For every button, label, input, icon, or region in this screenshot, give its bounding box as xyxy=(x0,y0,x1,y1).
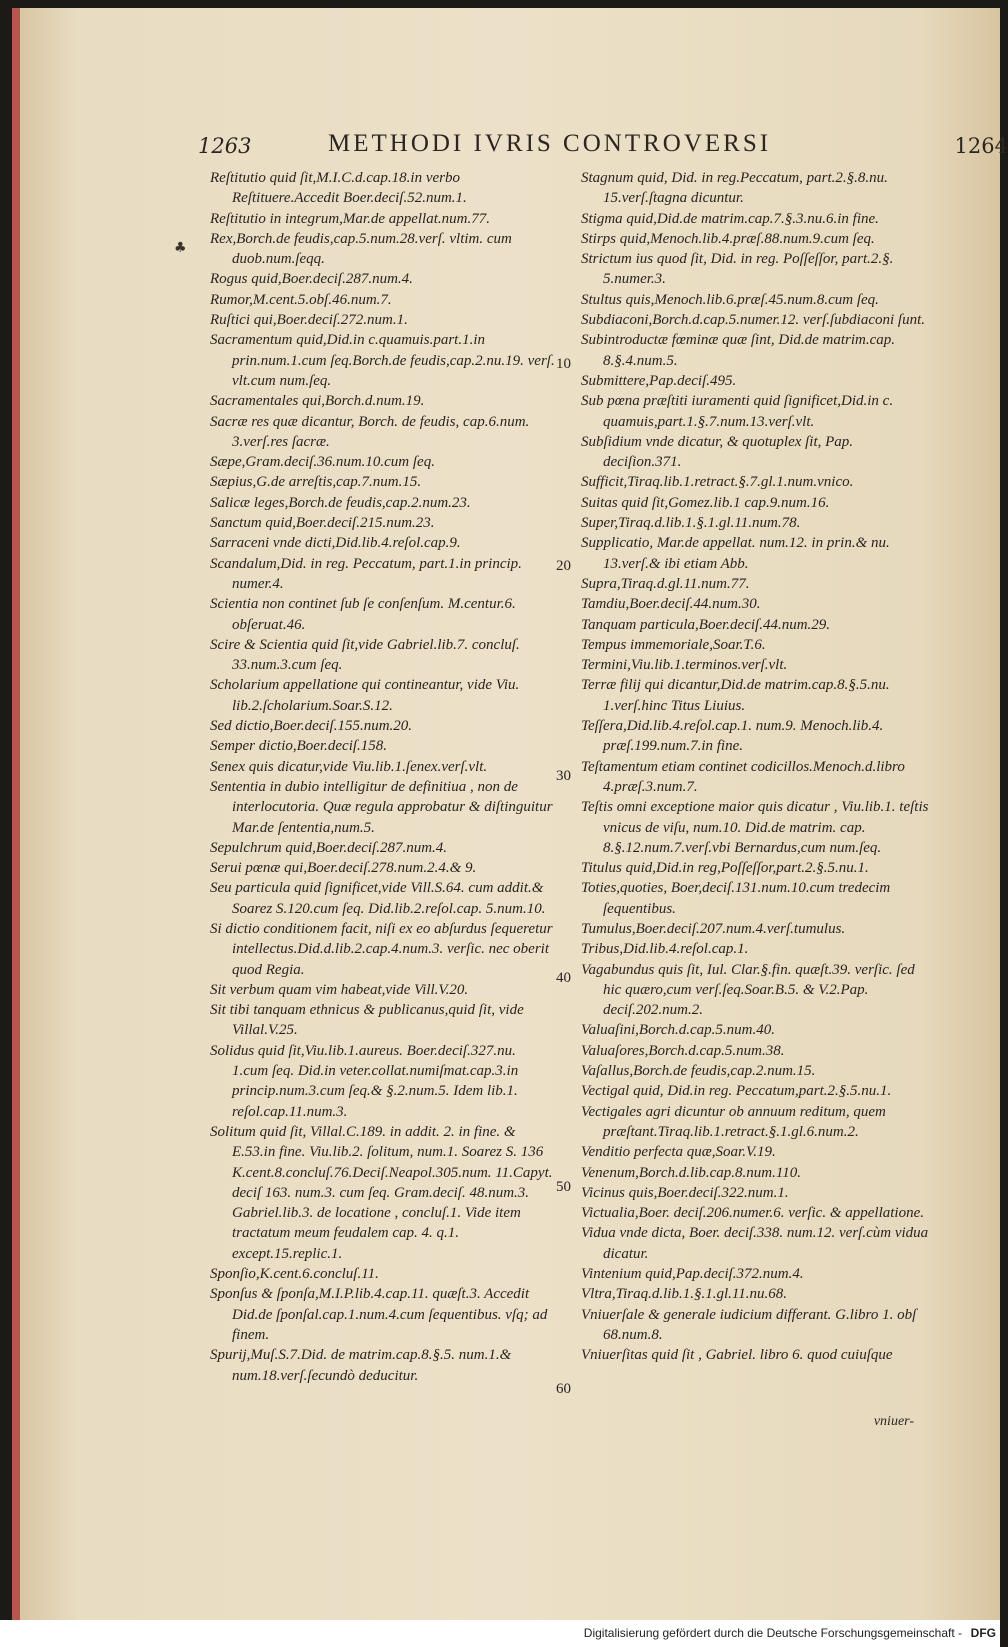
index-entry: Vicinus quis,Boer.deciſ.322.num.1. xyxy=(581,1184,789,1201)
index-entry: Valuaſini,Borch.d.cap.5.num.40. xyxy=(581,1022,776,1039)
index-entry: Solidus quid ſit,Viu.lib.1.aureus. Boer.deciſ.327.nu. 1.cum ſeq. Did.in veter.collat.numiſmat.cap.3.in princip.num.3.cum ſeq.& §.2.num.5. Idem lib.1. reſol.cap.11.num.3. xyxy=(210,1042,519,1120)
index-entry: Rumor,M.cent.5.obſ.46.num.7. xyxy=(210,291,392,308)
index-entry: Sufficit,Tiraq.lib.1.retract.§.7.gl.1.num.vnico. xyxy=(581,474,854,491)
index-entry: Senex quis dicatur,vide Viu.lib.1.ſenex.verſ.vlt. xyxy=(210,758,488,775)
index-entry: Teſtamentum etiam continet codicillos.Menoch.d.libro 4.præſ.3.num.7. xyxy=(581,758,905,795)
index-entry: Super,Tiraq.d.lib.1.§.1.gl.11.num.78. xyxy=(581,515,801,532)
page-number-left: 1263 xyxy=(198,134,252,158)
index-entry: Vectigales agri dicuntur ob annuum reditum, quem præſtant.Tiraq.lib.1.retract.§.1.gl.6.num.2. xyxy=(581,1103,886,1140)
index-entry: Supra,Tiraq.d.gl.11.num.77. xyxy=(581,575,750,592)
index-entry: Toties,quoties, Boer,deciſ.131.num.10.cum tredecim ſequentibus. xyxy=(581,880,891,917)
index-entry: Scandalum,Did. in reg. Peccatum, part.1.in princip. numer.4. xyxy=(210,555,522,592)
line-number: 30 xyxy=(556,768,571,784)
index-entry: Rogus quid,Boer.deciſ.287.num.4. xyxy=(210,271,413,288)
index-entry: Venenum,Borch.d.lib.cap.8.num.110. xyxy=(581,1164,801,1181)
index-entry: Subſidium vnde dicatur, & quotuplex ſit, Pap. deciſion.371. xyxy=(581,433,854,471)
line-number: 20 xyxy=(556,558,571,574)
dfg-logo: DFG xyxy=(970,1626,996,1640)
index-entry: Serui pœnæ qui,Boer.deciſ.278.num.2.4.& 9. xyxy=(210,860,477,877)
index-entry: Vintenium quid,Pap.deciſ.372.num.4. xyxy=(581,1266,804,1283)
index-entry: Scientia non continet ſub ſe conſenſum. M.centur.6. obſeruat.46. xyxy=(210,596,516,633)
index-entry: Sacramentales qui,Borch.d.num.19. xyxy=(210,393,425,410)
index-entry: Si dictio conditionem facit, niſi ex eo abſurdus ſequeretur intellectus.Did.d.lib.2.cap.4.num.3. verſic. nec oberit quod Regia. xyxy=(210,920,553,978)
index-entry: Termini,Viu.lib.1.terminos.verſ.vlt. xyxy=(581,657,788,674)
left-index-column xyxy=(210,168,555,1386)
index-entry: Tempus immemoriale,Soar.T.6. xyxy=(581,636,766,653)
index-entry: Salicæ leges,Borch.de feudis,cap.2.num.23. xyxy=(210,494,471,511)
line-number: 40 xyxy=(556,970,571,986)
index-entry: Teſſera,Did.lib.4.reſol.cap.1. num.9. Menoch.lib.4. præſ.199.num.7.in fine. xyxy=(581,718,884,755)
index-entry: Tumulus,Boer.deciſ.207.num.4.verſ.tumulus. xyxy=(581,920,846,937)
index-entry: Stultus quis,Menoch.lib.6.præſ.45.num.8.cum ſeq. xyxy=(581,291,879,308)
index-entry: Solitum quid ſit, Villal.C.189. in addit. 2. in fine. & E.53.in fine. Viu.lib.2. ſolitum, num.1. Soarez S. 136 K.cent.8.concluſ.76.Deciſ.Neapol.305.num. 11.Capyt. deciſ 163. num.3. cum ſeq. Gram.deciſ. 48.num.3. Gabriel.lib.3. de locatione , concluſ.1. Vide item tractatum meum feudalem cap. 4. q.1. except.15.replic.1. xyxy=(210,1123,553,1262)
index-entry: Suitas quid ſit,Gomez.lib.1 cap.9.num.16. xyxy=(581,494,830,511)
index-entry: Scholarium appellatione qui contineantur, vide Viu. lib.2.ſcholarium.Soar.S.12. xyxy=(210,677,520,714)
index-entry: Sed dictio,Boer.deciſ.155.num.20. xyxy=(210,718,413,735)
page-number-right: 1264 xyxy=(954,134,1008,158)
index-entry: Stagnum quid, Did. in reg.Peccatum, part.2.§.8.nu. 15.verſ.ſtagna dicuntur. xyxy=(581,170,888,207)
index-entry: Spurij,Muſ.S.7.Did. de matrim.cap.8.§.5. num.1.& num.18.verſ.ſecundò deducitur. xyxy=(210,1347,512,1384)
line-number-gutter xyxy=(556,8,581,1620)
index-entry: Victualia,Boer. deciſ.206.numer.6. verſic. & appellatione. xyxy=(581,1205,924,1222)
index-entry: Sub pœna præſtiti iuramenti quid ſignificet,Did.in c. quamuis,part.1.§.7.num.13.verſ.vlt. xyxy=(581,393,894,430)
index-entry: Sarraceni vnde dicti,Did.lib.4.reſol.cap.9. xyxy=(210,535,461,552)
index-entry: Supplicatio, Mar.de appellat. num.12. in prin.& nu. 13.verſ.& ibi etiam Abb. xyxy=(581,535,890,572)
marginal-ornament-icon: ♣ xyxy=(174,240,187,256)
index-entry: Vniuerſitas quid ſit , Gabriel. libro 6. quod cuiuſque xyxy=(581,1347,893,1364)
footer-credit: Digitalisierung gefördert durch die Deutsche Forschungsgemeinschaft - xyxy=(583,1626,962,1640)
index-entry: Sanctum quid,Boer.deciſ.215.num.23. xyxy=(210,515,435,532)
index-entry: Subdiaconi,Borch.d.cap.5.numer.12. verſ.ſubdiaconi ſunt. xyxy=(581,312,925,329)
right-index-column xyxy=(581,168,933,1366)
line-number: 50 xyxy=(556,1179,571,1195)
index-entry: Stigma quid,Did.de matrim.cap.7.§.3.nu.6.in fine. xyxy=(581,210,879,227)
index-entry: Sæpius,G.de arreſtis,cap.7.num.15. xyxy=(210,474,422,491)
running-title: METHODI IVRIS CONTROVERSI xyxy=(328,130,772,157)
index-entry: Stirps quid,Menoch.lib.4.præſ.88.num.9.cum ſeq. xyxy=(581,230,875,247)
index-entry: Vniuerſale & generale iudicium differant. G.libro 1. obſ 68.num.8. xyxy=(581,1306,917,1343)
index-entry: Tribus,Did.lib.4.reſol.cap.1. xyxy=(581,941,749,958)
index-entry: Sponſus & ſponſa,M.I.P.lib.4.cap.11. quæſt.3. Accedit Did.de ſponſal.cap.1.num.4.cum ſequentibus. vſq; ad finem. xyxy=(210,1286,548,1343)
index-entry: Submittere,Pap.deciſ.495. xyxy=(581,372,737,389)
index-entry: Valuaſores,Borch.d.cap.5.num.38. xyxy=(581,1042,785,1059)
index-entry: Seu particula quid ſignificet,vide Vill.S.64. cum addit.& Soarez S.120.cum ſeq. Did.lib.2.reſol.cap. 5.num.10. xyxy=(210,880,546,917)
index-entry: Sententia in dubio intelligitur de definitiua , non de interlocutoria. Quæ regula approbatur & diſtinguitur Mar.de ſententia,num.5. xyxy=(210,778,553,836)
index-entry: Vaſallus,Borch.de feudis,cap.2.num.15. xyxy=(581,1063,816,1080)
index-entry: Sit tibi tanquam ethnicus & publicanus,quid ſit, vide Villal.V.25. xyxy=(210,1002,524,1039)
index-entry: Sit verbum quam vim habeat,vide Vill.V.20. xyxy=(210,981,469,998)
index-entry: Vidua vnde dicta, Boer. deciſ.338. num.12. verſ.cùm vidua dicatur. xyxy=(581,1225,929,1262)
digitization-footer xyxy=(0,1620,1000,1647)
index-entry: Sacramentum quid,Did.in c.quamuis.part.1.in prin.num.1.cum ſeq.Borch.de feudis,cap.2.nu.19. verſ. vlt.cum num.ſeq. xyxy=(210,332,555,389)
index-entry: Rex,Borch.de feudis,cap.5.num.28.verſ. vltim. cum duob.num.ſeqq. xyxy=(210,230,512,268)
line-number: 10 xyxy=(556,356,571,372)
index-entry: Reſtitutio in integrum,Mar.de appellat.num.77. xyxy=(210,210,490,227)
index-entry: Terræ filij qui dicantur,Did.de matrim.cap.8.§.5.nu. 1.verſ.hinc Titus Liuius. xyxy=(581,677,890,714)
index-entry: Sacræ res quæ dicantur, Borch. de feudis, cap.6.num. 3.verſ.res ſacræ. xyxy=(210,413,530,450)
index-entry: Vagabundus quis ſit, Iul. Clar.§.fin. quæſt.39. verſic. ſed hic quæro,cum verſ.ſeq.Soar.B.5. & V.2.Pap. deciſ.202.num.2. xyxy=(581,961,915,1019)
index-entry: Titulus quid,Did.in reg,Poſſeſſor,part.2.§.5.nu.1. xyxy=(581,860,869,877)
index-entry: Teſtis omni exceptione maior quis dicatur , Viu.lib.1. teſtis vnicus de viſu, num.10. Did.de matrim. cap. 8.§.12.num.7.verſ.vbi Bernardus,cum num.ſeq. xyxy=(581,799,929,856)
index-entry: Sæpe,Gram.deciſ.36.num.10.cum ſeq. xyxy=(210,454,435,471)
index-entry: Ruſtici qui,Boer.deciſ.272.num.1. xyxy=(210,312,408,329)
book-page xyxy=(12,8,1008,1620)
index-entry: Scire & Scientia quid ſit,vide Gabriel.lib.7. concluſ. 33.num.3.cum ſeq. xyxy=(210,636,520,674)
index-entry: Semper dictio,Boer.deciſ.158. xyxy=(210,738,388,755)
index-entry: Subintroductæ fœminæ quæ ſint, Did.de matrim.cap. 8.§.4.num.5. xyxy=(581,332,896,369)
index-entry: Vectigal quid, Did.in reg. Peccatum,part.2.§.5.nu.1. xyxy=(581,1083,892,1100)
catchword: vniuer- xyxy=(873,1414,914,1429)
index-entry: Strictum ius quod ſit, Did. in reg. Poſſeſſor, part.2.§. 5.numer.3. xyxy=(581,251,894,288)
index-entry: Tanquam particula,Boer.deciſ.44.num.29. xyxy=(581,616,831,633)
index-entry: Reſtitutio quid ſit,M.I.C.d.cap.18.in verbo Reſtituere.Accedit Boer.deciſ.52.num.1. xyxy=(210,170,467,207)
index-entry: Venditio perfecta quæ,Soar.V.19. xyxy=(581,1144,776,1161)
page-header xyxy=(188,130,1008,160)
index-entry: Tamdiu,Boer.deciſ.44.num.30. xyxy=(581,596,761,613)
line-number: 60 xyxy=(556,1381,571,1397)
index-entry: Vltra,Tiraq.d.lib.1.§.1.gl.11.nu.68. xyxy=(581,1286,787,1303)
index-entry: Sepulchrum quid,Boer.deciſ.287.num.4. xyxy=(210,839,448,856)
index-entry: Sponſio,K.cent.6.concluſ.11. xyxy=(210,1266,379,1283)
